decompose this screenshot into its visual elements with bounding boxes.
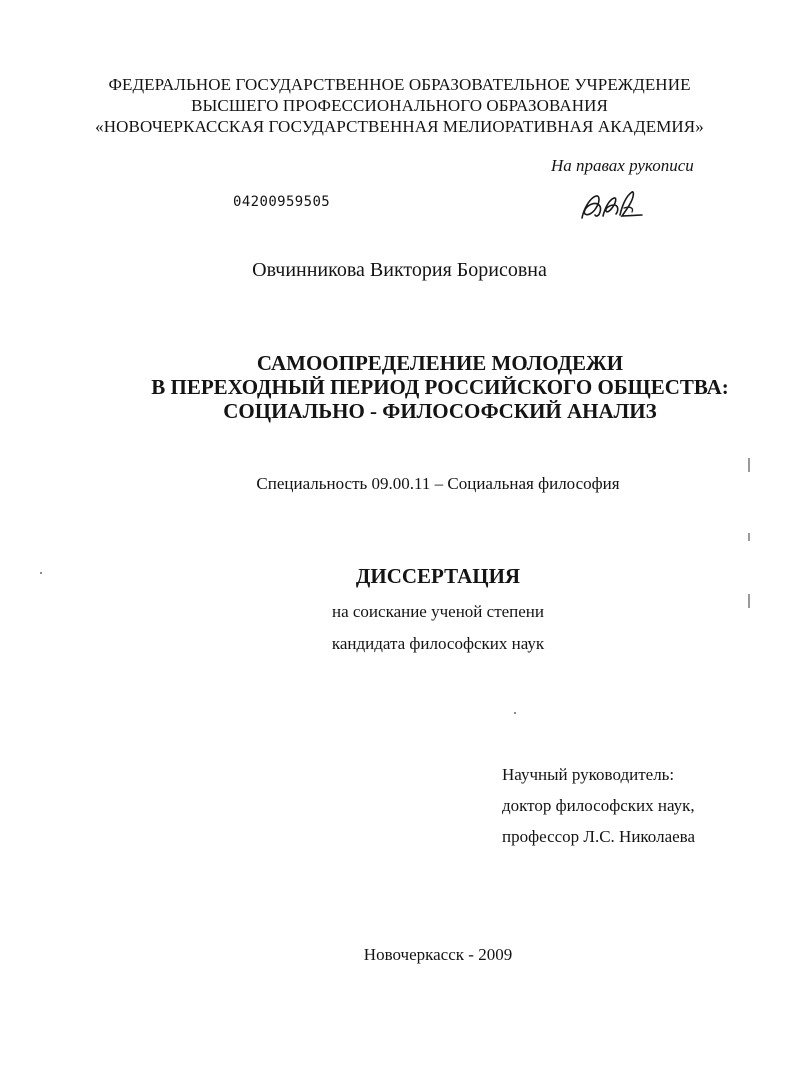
- supervisor-line-1: Научный руководитель:: [502, 765, 675, 784]
- institution-line-3: «НОВОЧЕРКАССКАЯ ГОСУДАРСТВЕННАЯ МЕЛИОРАТИВНАЯ АКАДЕМИЯ»: [95, 117, 704, 136]
- manuscript-note: На правах рукописи: [551, 156, 694, 175]
- scan-artifact: [748, 594, 750, 608]
- document-type: ДИССЕРТАЦИЯ: [355, 564, 521, 588]
- place-year: Новочеркасск - 2009: [363, 945, 513, 964]
- archive-number: 04200959505: [233, 194, 331, 210]
- signature-icon: [576, 186, 646, 226]
- specialty: Специальность 09.00.11 – Социальная философия: [256, 474, 620, 493]
- title-line-3: СОЦИАЛЬНО - ФИЛОСОФСКИЙ АНАЛИЗ: [223, 399, 657, 423]
- degree-line-1: на соискание ученой степени: [331, 602, 545, 621]
- dissertation-title: [0, 351, 799, 423]
- institution-header: [0, 74, 799, 137]
- scan-artifact: [514, 712, 516, 714]
- institution-line-1: ФЕДЕРАЛЬНОЕ ГОСУДАРСТВЕННОЕ ОБРАЗОВАТЕЛЬНОЕ УЧРЕЖДЕНИЕ: [108, 75, 691, 94]
- title-line-2: В ПЕРЕХОДНЫЙ ПЕРИОД РОССИЙСКОГО ОБЩЕСТВА:: [151, 375, 729, 399]
- title-line-1: САМООПРЕДЕЛЕНИЕ МОЛОДЕЖИ: [256, 351, 624, 375]
- author-name: Овчинникова Виктория Борисовна: [252, 259, 547, 281]
- supervisor-line-2: доктор философских наук,: [502, 796, 695, 815]
- institution-line-2: ВЫСШЕГО ПРОФЕССИОНАЛЬНОГО ОБРАЗОВАНИЯ: [191, 96, 608, 115]
- scan-artifact: [748, 458, 750, 472]
- supervisor-block: [502, 759, 695, 852]
- degree-line-2: кандидата философских наук: [331, 634, 545, 653]
- scan-artifact: [748, 533, 750, 541]
- supervisor-line-3: профессор Л.С. Николаева: [502, 827, 696, 846]
- scan-artifact: [40, 572, 42, 574]
